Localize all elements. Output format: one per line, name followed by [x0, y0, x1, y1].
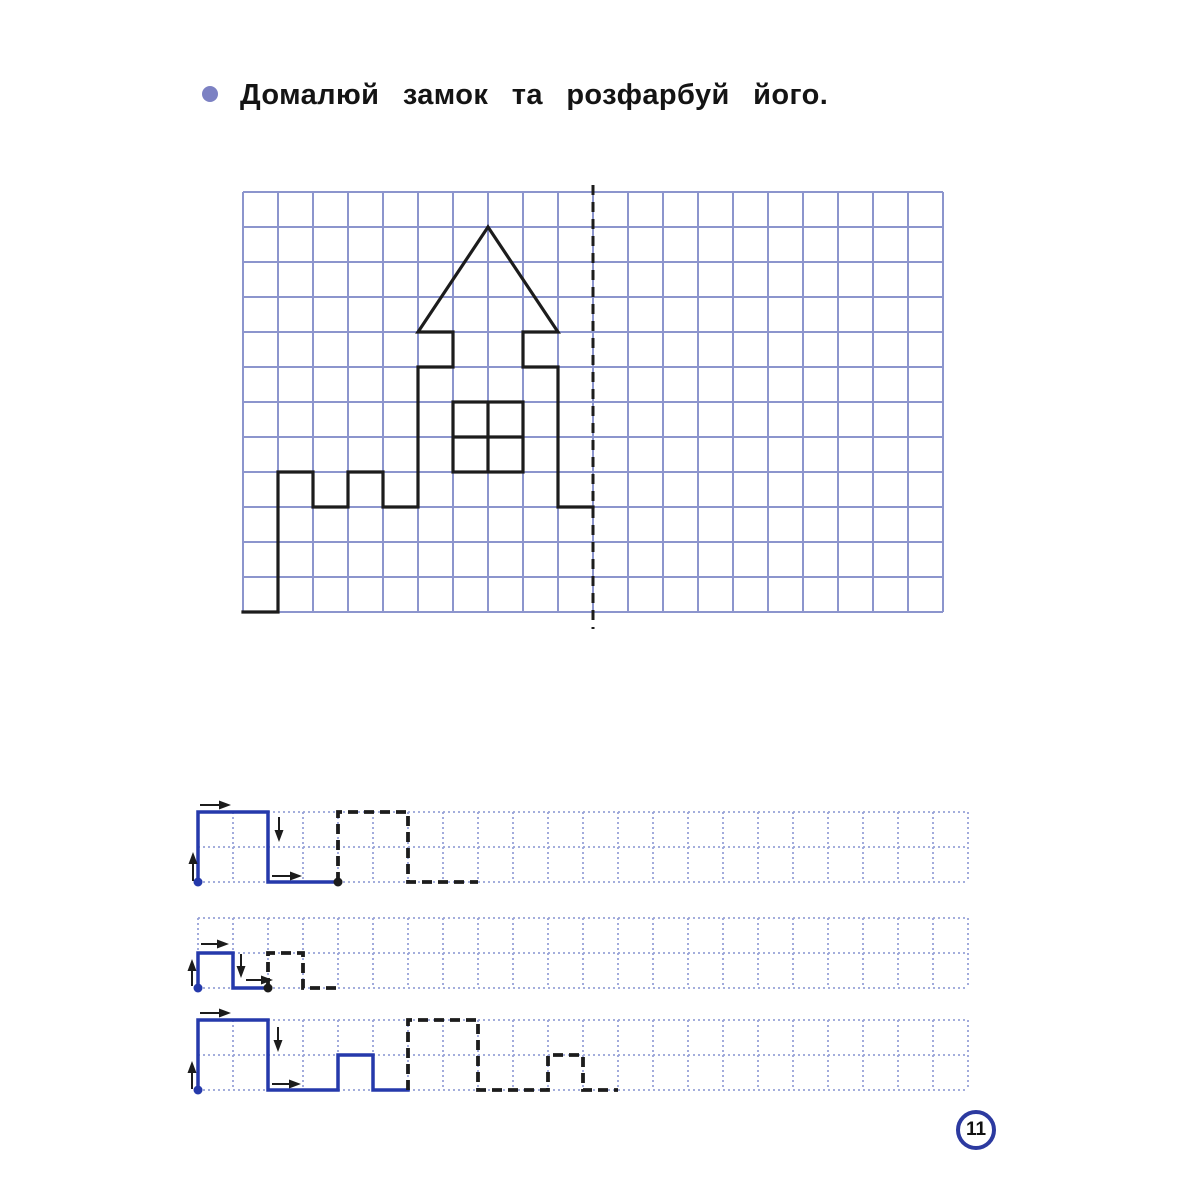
page-number-badge — [956, 1110, 996, 1150]
start-dot — [194, 878, 203, 887]
right-arrow-icon — [200, 1009, 231, 1018]
right-arrow-icon — [272, 1080, 301, 1089]
pattern-solid-example — [198, 953, 268, 988]
start-dot — [334, 878, 343, 887]
up-arrow-icon — [188, 1061, 197, 1089]
page-number: 11 — [965, 1119, 987, 1140]
up-arrow-icon — [189, 852, 198, 881]
practice-strip-3 — [188, 1009, 969, 1095]
up-arrow-icon — [188, 959, 197, 986]
practice-strip-1 — [189, 801, 969, 887]
start-dot — [264, 984, 273, 993]
right-arrow-icon — [201, 940, 229, 949]
down-arrow-icon — [237, 954, 246, 978]
practice-strip-grid — [198, 812, 968, 882]
start-dot — [194, 1086, 203, 1095]
right-arrow-icon — [272, 872, 302, 881]
down-arrow-icon — [275, 817, 284, 842]
practice-strip-2 — [188, 918, 969, 993]
castle-window — [453, 402, 523, 472]
start-dot — [194, 984, 203, 993]
exercise-title: Домалюй замок та розфарбуй його. — [240, 79, 829, 111]
down-arrow-icon — [274, 1027, 283, 1052]
practice-strip-grid — [198, 918, 968, 988]
right-arrow-icon — [200, 801, 231, 810]
